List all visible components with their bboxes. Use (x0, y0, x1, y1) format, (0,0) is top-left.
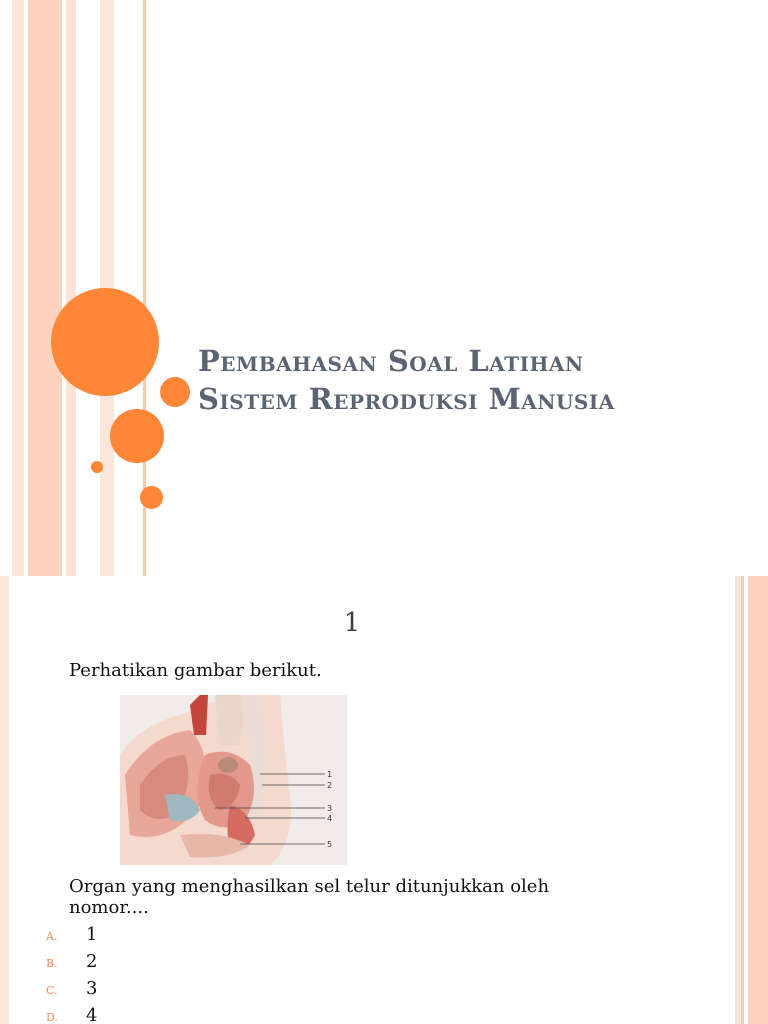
figure-label-4: 4 (327, 814, 333, 823)
figure-label-1: 1 (327, 770, 333, 779)
figure-label-3: 3 (327, 804, 333, 813)
anatomy-illustration (120, 695, 347, 865)
option-letter: A. (46, 930, 58, 943)
decor-circle-tiny (91, 461, 103, 473)
decor-stripe (0, 576, 9, 1024)
option-value: 3 (86, 978, 98, 999)
decor-stripe (735, 576, 740, 1024)
option-letter: B. (46, 957, 58, 970)
decor-stripe (28, 0, 62, 576)
title-line-1: Pembahasan Soal Latihan (198, 344, 584, 378)
title-line-2: Sistem Reproduksi Manusia (198, 382, 615, 416)
question-text: Organ yang menghasilkan sel telur ditunjukkan oleh nomor.... (69, 876, 550, 918)
option-value: 4 (86, 1005, 98, 1024)
decor-circle-small (160, 377, 190, 407)
intro-text: Perhatikan gambar berikut. (69, 660, 322, 681)
decor-circle-medium (110, 409, 164, 463)
decor-stripe (748, 576, 768, 1024)
option-value: 2 (86, 951, 98, 972)
reproductive-system-figure (120, 695, 347, 865)
decor-stripe (12, 0, 24, 576)
option-letter: C. (46, 984, 58, 997)
decor-stripe (741, 576, 744, 1024)
option-letter: D. (46, 1011, 58, 1024)
decor-circle-small-2 (140, 486, 163, 509)
decor-circle-large (51, 288, 159, 396)
option-value: 1 (86, 924, 98, 945)
decor-stripe (66, 0, 76, 576)
slide-number: 1 (343, 608, 361, 638)
figure-label-5: 5 (327, 840, 333, 849)
question-slide (0, 576, 768, 1024)
slide-title (198, 342, 758, 418)
figure-label-2: 2 (327, 781, 333, 790)
